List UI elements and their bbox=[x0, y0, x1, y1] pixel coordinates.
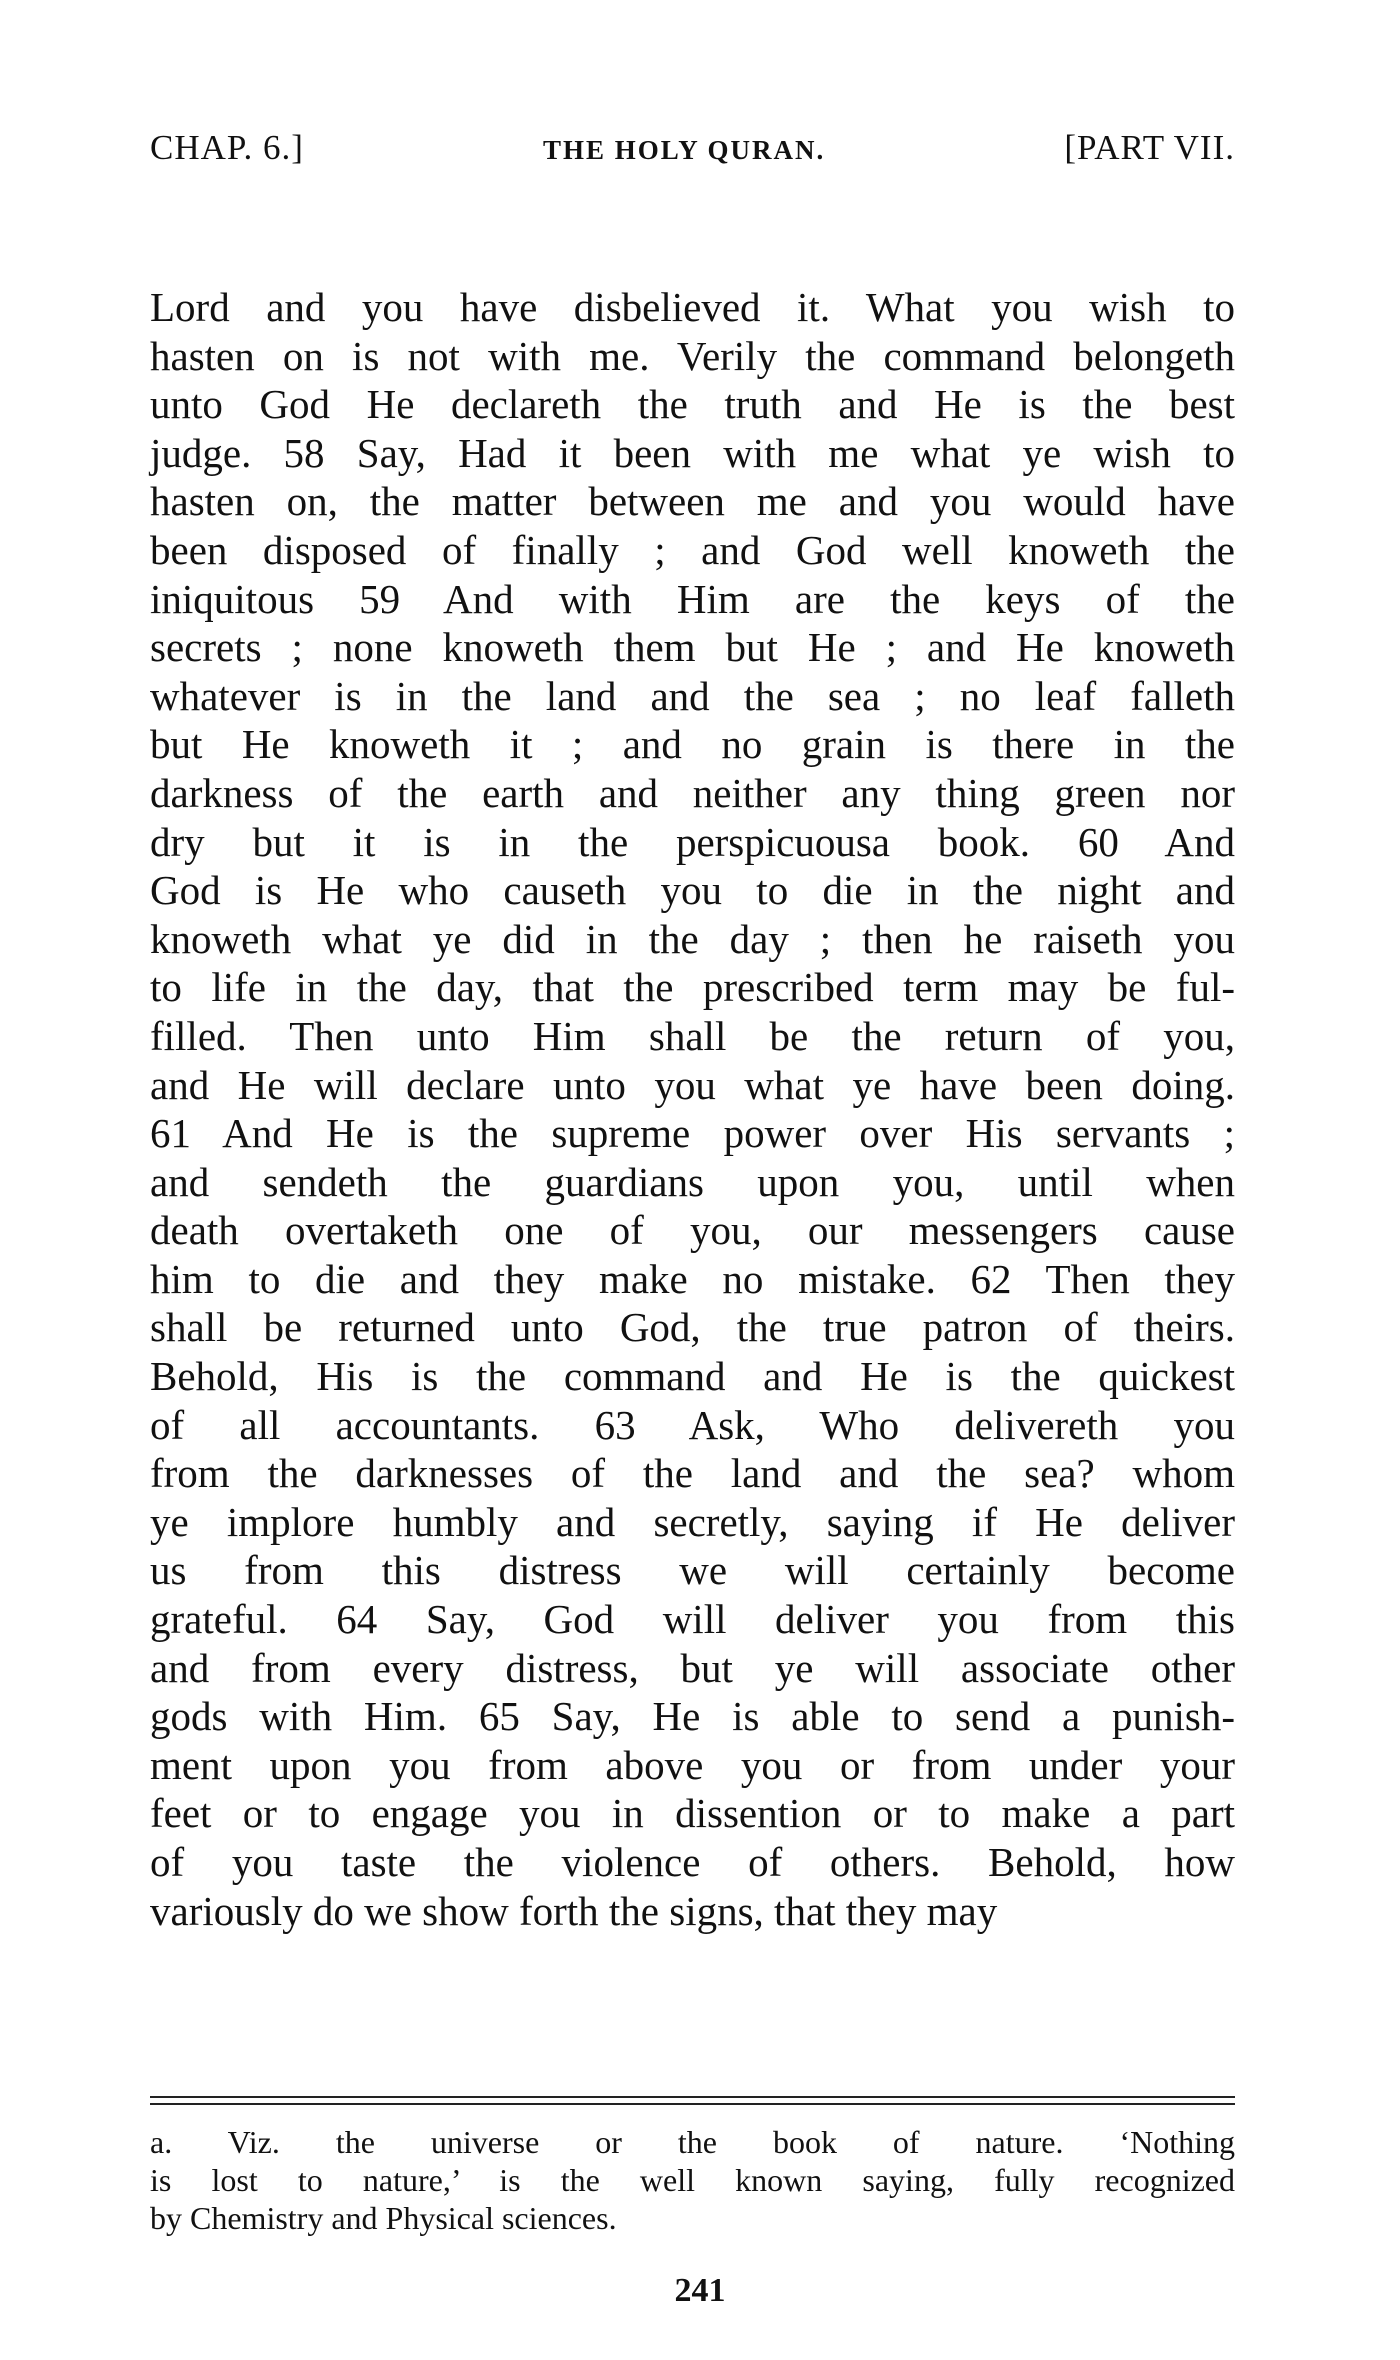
footnote-line: is lost to nature,’ is the well known saying, fully recognized bbox=[150, 2162, 1235, 2198]
text-line: dry but it is in the perspicuousa book. 60 And bbox=[150, 818, 1235, 865]
text-line: iniquitous 59 And with Him are the keys of the bbox=[150, 575, 1235, 622]
footnote-rule-bottom bbox=[150, 2103, 1235, 2105]
text-line: grateful. 64 Say, God will deliver you from this bbox=[150, 1596, 1235, 1643]
text-line: ment upon you from above you or from under your bbox=[150, 1741, 1235, 1788]
text-line: judge. 58 Say, Had it been with me what ye wish to bbox=[150, 429, 1235, 476]
text-line: variously do we show forth the signs, that they may bbox=[150, 1887, 998, 1934]
text-line: Behold, His is the command and He is the quickest bbox=[150, 1353, 1235, 1400]
book-title: THE HOLY QURAN. bbox=[542, 135, 826, 165]
text-line: been disposed of finally ; and God well knoweth the bbox=[150, 526, 1235, 573]
text-line: gods with Him. 65 Say, He is able to send a punish- bbox=[150, 1693, 1235, 1740]
main-text bbox=[150, 283, 1235, 1935]
text-line: us from this distress we will certainly become bbox=[150, 1547, 1235, 1594]
part-label: [PART VII. bbox=[1064, 128, 1235, 167]
text-line: of all accountants. 63 Ask, Who delivereth you bbox=[150, 1401, 1235, 1448]
text-line: and He will declare unto you what ye have been doing. bbox=[150, 1061, 1235, 1108]
text-line: and sendeth the guardians upon you, until when bbox=[150, 1158, 1235, 1205]
text-line: hasten on, the matter between me and you would have bbox=[150, 478, 1235, 525]
text-line: whatever is in the land and the sea ; no leaf falleth bbox=[150, 672, 1235, 719]
text-line: hasten on is not with me. Verily the command belongeth bbox=[150, 332, 1235, 379]
footnote-line: by Chemistry and Physical sciences. bbox=[150, 2200, 617, 2236]
footnote-rule-top bbox=[150, 2096, 1235, 2098]
page-number: 241 bbox=[674, 2272, 726, 2309]
footnote-line: a. Viz. the universe or the book of nature. ‘Nothing bbox=[150, 2124, 1235, 2160]
text-line: but He knoweth it ; and no grain is there in the bbox=[150, 721, 1235, 768]
text-line: knoweth what ye did in the day ; then he raiseth you bbox=[150, 915, 1235, 962]
text-line: shall be returned unto God, the true patron of theirs. bbox=[150, 1304, 1235, 1351]
text-line: darkness of the earth and neither any thing green nor bbox=[150, 769, 1235, 816]
footnote bbox=[150, 2123, 1235, 2237]
text-line: unto God He declareth the truth and He is the best bbox=[150, 381, 1235, 428]
text-line: ye implore humbly and secretly, saying if He deliver bbox=[150, 1498, 1235, 1545]
text-line: from the darknesses of the land and the sea? whom bbox=[150, 1450, 1235, 1497]
text-line: of you taste the violence of others. Behold, how bbox=[150, 1839, 1235, 1885]
text-line: secrets ; none knoweth them but He ; and He knoweth bbox=[150, 624, 1235, 671]
text-line: feet or to engage you in dissention or to make a part bbox=[150, 1790, 1235, 1837]
text-line: 61 And He is the supreme power over His servants ; bbox=[150, 1110, 1235, 1157]
text-line: God is He who causeth you to die in the night and bbox=[150, 867, 1235, 914]
text-line: and from every distress, but ye will associate other bbox=[150, 1644, 1235, 1691]
text-line: to life in the day, that the prescribed term may be ful- bbox=[150, 964, 1235, 1011]
text-line: him to die and they make no mistake. 62 Then they bbox=[150, 1255, 1235, 1302]
running-header bbox=[150, 128, 1235, 168]
text-line: death overtaketh one of you, our messengers cause bbox=[150, 1207, 1235, 1254]
chapter-label: CHAP. 6.] bbox=[150, 128, 304, 167]
text-line: Lord and you have disbelieved it. What you wish to bbox=[150, 284, 1235, 330]
text-line: filled. Then unto Him shall be the return of you, bbox=[150, 1012, 1235, 1059]
